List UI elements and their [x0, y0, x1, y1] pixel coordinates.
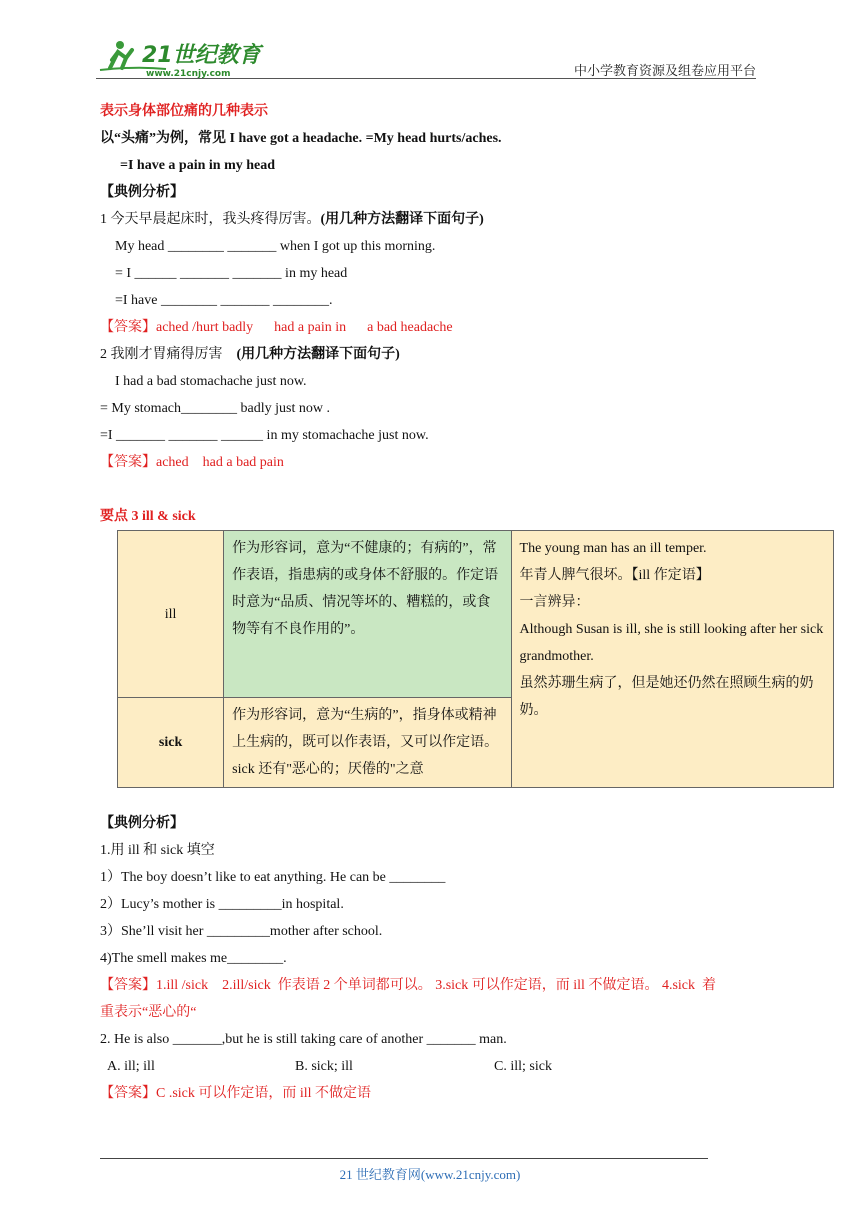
question-2-a: I had a bad stomachache just now.	[115, 374, 307, 389]
cell-ill-word: ill	[118, 531, 224, 698]
example-line: 年青人脾气很坏。【ill 作定语】	[519, 568, 710, 583]
answer-3-cont: 重表示“恶心的“	[100, 1005, 197, 1020]
section1-intro2: =I have a pain in my head	[120, 158, 276, 173]
question-3-4: 4)The smell makes me________.	[100, 951, 287, 966]
site-logo	[96, 36, 266, 80]
svg-text:www.21cnjy.com: www.21cnjy.com	[146, 69, 231, 79]
cell-sick-definition: 作为形容词，意为“生病的”，指身体或精神上生病的，既可以作表语，又可以作定语。sick 还有"恶心的；厌倦的"之意	[224, 698, 511, 788]
example-heading-1: 【典例分析】	[100, 185, 184, 200]
section1-intro: 以“头痛”为例，常见 I have got a headache. =My head hurts/aches.	[100, 131, 502, 146]
question-2-c: =I _______ _______ ______ in my stomachache just now.	[100, 428, 429, 443]
cell-ill-definition: 作为形容词，意为“不健康的；有病的”，常作表语，指患病的或身体不舒服的。作定语时意为“品质、情况等坏的、糟糕的，或食物等有不良作用的”。	[224, 531, 511, 698]
example-line: The young man has an ill temper.	[519, 541, 707, 556]
header-divider	[96, 78, 756, 79]
answer-3: 【答案】1.ill /sick 2.ill/sick 作表语 2 个单词都可以。 3.sick 可以作定语，而 ill 不做定语。 4.sick 着	[100, 978, 716, 993]
question-1-a: My head ________ _______ when I got up this morning.	[115, 239, 436, 254]
answer-1: 【答案】ached /hurt badly had a pain in a bad headache	[100, 320, 453, 335]
question-3: 1.用 ill 和 sick 填空	[100, 843, 215, 858]
example-heading-2: 【典例分析】	[100, 816, 184, 831]
option-b: B. sick; ill	[295, 1059, 353, 1074]
question-1-b: = I ______ _______ _______ in my head	[115, 266, 348, 281]
question-1: 1 今天早晨起床时，我头疼得厉害。(用几种方法翻译下面句子)	[100, 212, 484, 227]
question-3-2: 2）Lucy’s mother is _________in hospital.	[100, 897, 344, 912]
site-name: 中小学教育资源及组卷应用平台	[573, 63, 756, 78]
question-2: 2 我刚才胃痛得厉害 (用几种方法翻译下面句子)	[100, 347, 400, 362]
section1-title: 表示身体部位痛的几种表示	[100, 104, 268, 119]
question-3-3: 3）She’ll visit her _________mother after school.	[100, 924, 383, 939]
cell-examples	[511, 531, 833, 788]
question-2-b: = My stomach________ badly just now .	[100, 401, 330, 416]
section2-title: 要点 3 ill & sick	[100, 509, 196, 524]
option-c: C. ill; sick	[494, 1059, 552, 1074]
question-1-c: =I have ________ _______ ________.	[115, 293, 333, 308]
footer-link[interactable]: 21 世纪教育网(www.21cnjy.com)	[339, 1167, 521, 1182]
option-a: A. ill; ill	[107, 1059, 155, 1074]
question-3-1: 1）The boy doesn’t like to eat anything. He can be ________	[100, 870, 446, 885]
cell-sick-word: sick	[118, 698, 224, 788]
example-line: 虽然苏珊生病了，但是她还仍然在照顾生病的奶奶。	[519, 676, 814, 718]
footer-divider	[100, 1158, 708, 1159]
svg-text:21世纪教育: 21世纪教育	[142, 43, 261, 68]
example-line: 一言辨异：	[519, 595, 590, 610]
example-line: Although Susan is ill, she is still looking after her sick grandmother.	[519, 622, 824, 664]
ill-sick-table	[117, 530, 834, 788]
answer-2: 【答案】ached had a bad pain	[100, 455, 284, 470]
answer-4: 【答案】C .sick 可以作定语，而 ill 不做定语	[100, 1086, 372, 1101]
question-4: 2. He is also _______,but he is still taking care of another _______ man.	[100, 1032, 507, 1047]
